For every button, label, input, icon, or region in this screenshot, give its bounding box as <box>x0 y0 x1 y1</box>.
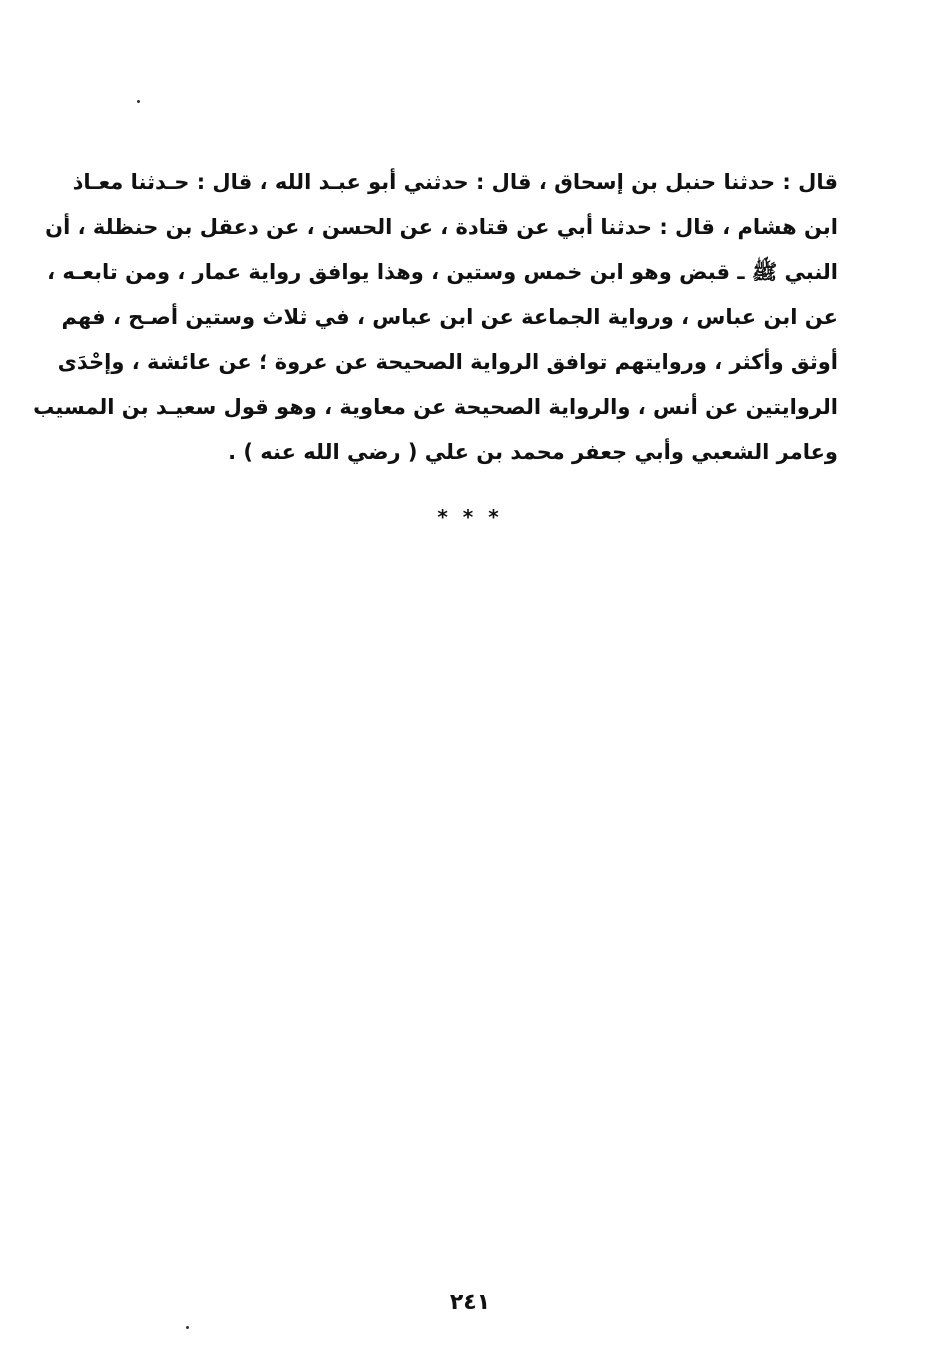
text-line: ابن هشام ، قال : حدثنا أبي عن قتادة ، عن الحسن ، عن دعقل بن حنظلة ، أن <box>45 215 838 239</box>
text-line: وعامر الشعبي وأبي جعفر محمد بن علي ( رضي الله عنه ) . <box>228 440 838 464</box>
section-separator: * * * <box>437 505 503 529</box>
text-line: النبي ﷺ ـ قبض وهو ابن خمس وستين ، وهذا يوافق رواية عمار ، ومن تابعـه ، <box>47 260 838 284</box>
page-number: ٢٤١ <box>449 1290 491 1315</box>
page-speck <box>137 100 140 103</box>
text-line: عن ابن عباس ، ورواية الجماعة عن ابن عباس ، في ثلاث وستين أصـح ، فهم <box>61 305 838 329</box>
text-line: الروايتين عن أنس ، والرواية الصحيحة عن معاوية ، وهو قول سعيـد بن المسيب <box>33 395 838 419</box>
page-speck <box>186 1326 189 1329</box>
body-text <box>33 160 838 475</box>
text-line: قال : حدثنا حنبل بن إسحاق ، قال : حدثني أبو عبـد الله ، قال : حـدثنا معـاذ <box>72 170 838 194</box>
text-line: أوثق وأكثر ، وروايتهم توافق الرواية الصحيحة عن عروة ؛ عن عائشة ، وإحْدَى <box>57 350 838 374</box>
